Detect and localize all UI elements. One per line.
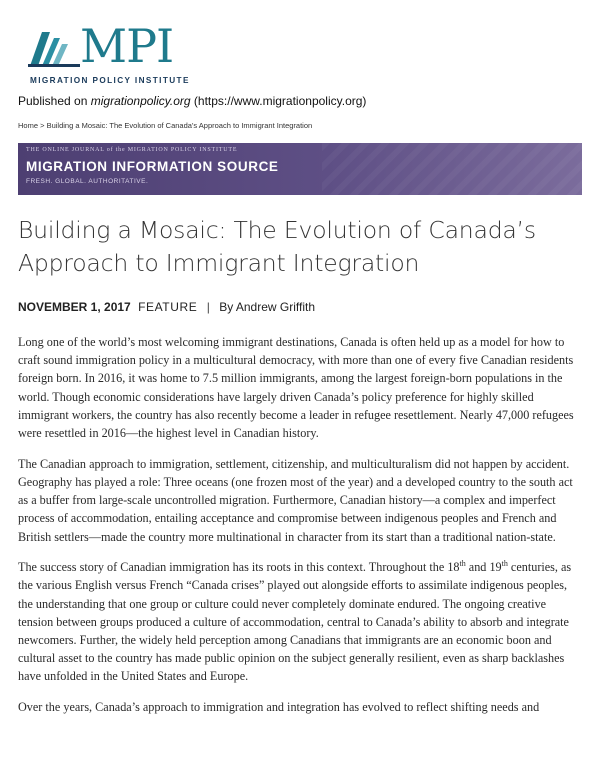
published-url[interactable]: (https://www.migrationpolicy.org) bbox=[193, 94, 367, 108]
source-banner[interactable] bbox=[18, 143, 582, 195]
meta-separator: | bbox=[206, 300, 210, 314]
breadcrumb bbox=[18, 121, 312, 130]
article-author: By Andrew Griffith bbox=[219, 300, 316, 314]
paragraph-text: The success story of Canadian immigration has its roots in this context. Throughout the 18 bbox=[18, 560, 460, 575]
article-body bbox=[18, 333, 584, 729]
mpi-logo[interactable] bbox=[28, 19, 218, 88]
published-on bbox=[18, 94, 366, 108]
paragraph: Long one of the world’s most welcoming immigrant destinations, Canada is often held up as a model for how to craft sound immigration policy in a multicultural democracy, with more than one of every five Canadian residents foreign born. In 2016, it was home to 7.5 million immigrants, among the largest foreign-born populations in the world. Though economic considerations have largely driven Canada’s policy preference for highly skilled immigrant workers, the country has also recently become a leader in refugee resettlement. Nearly 47,000 refugees were resettled in 2016—the highest level in Canadian history. bbox=[18, 335, 574, 441]
paragraph-text: and 19 bbox=[465, 560, 502, 575]
breadcrumb-current: Building a Mosaic: The Evolution of Canada's Approach to Immigrant Integration bbox=[46, 121, 313, 130]
logo-text: MPI bbox=[80, 19, 174, 73]
breadcrumb-separator: > bbox=[38, 121, 47, 130]
logo-subtitle: MIGRATION POLICY INSTITUTE bbox=[30, 76, 190, 85]
banner-tagline: FRESH. GLOBAL. AUTHORITATIVE. bbox=[26, 178, 149, 185]
ordinal-suffix: th bbox=[501, 559, 508, 569]
breadcrumb-home-link[interactable]: Home bbox=[18, 121, 39, 130]
article-title: Building a Mosaic: The Evolution of Canada’s Approach to Immigrant Integration bbox=[18, 216, 536, 277]
published-prefix: Published on bbox=[18, 94, 91, 108]
article-type: FEATURE bbox=[138, 300, 198, 314]
paragraph: The Canadian approach to immigration, settlement, citizenship, and multiculturalism did not happen by accident. Geography has played a role: Three oceans (one frozen most of the year) and a developed country to the south act as a buffer from large-scale uncontrolled migration. Furthermore, Canadian history—a complex and imperfect process of accommodation, entailing acceptance and compromise between indigenous peoples and French and British settlers—made the country more multinational in character from its start than a traditional nation-state. bbox=[18, 456, 573, 544]
paragraph bbox=[18, 558, 584, 685]
paragraph: Over the years, Canada’s approach to immigration and integration has evolved to reflect shifting needs and bbox=[18, 700, 540, 715]
banner-title: MIGRATION INFORMATION SOURCE bbox=[26, 159, 279, 174]
published-site[interactable]: migrationpolicy.org bbox=[90, 94, 191, 108]
mpi-logo-mark-icon bbox=[28, 28, 82, 68]
article-date: NOVEMBER 1, 2017 bbox=[18, 300, 131, 314]
banner-top-line: THE ONLINE JOURNAL of the MIGRATION POLICY INSTITUTE bbox=[26, 147, 238, 153]
paragraph-text: centuries, as the various English versus French “Canada crises” played out alongside efforts to assimilate indigenous peoples, the understanding that one group or culture could never completely dominate endured. The ongoing creative tension between groups produced a culture of accommodation, central to Canada’s ability to absorb and integrate newcomers. Further, the widely held perception among Canadians that immigrants are an economic boon and cultural asset to the country has made public opinion on the subject generally resilient, even as sharp backlashes have unfolded in the United States and Europe. bbox=[18, 560, 572, 684]
ordinal-suffix: th bbox=[459, 559, 466, 569]
article-meta bbox=[18, 300, 315, 314]
